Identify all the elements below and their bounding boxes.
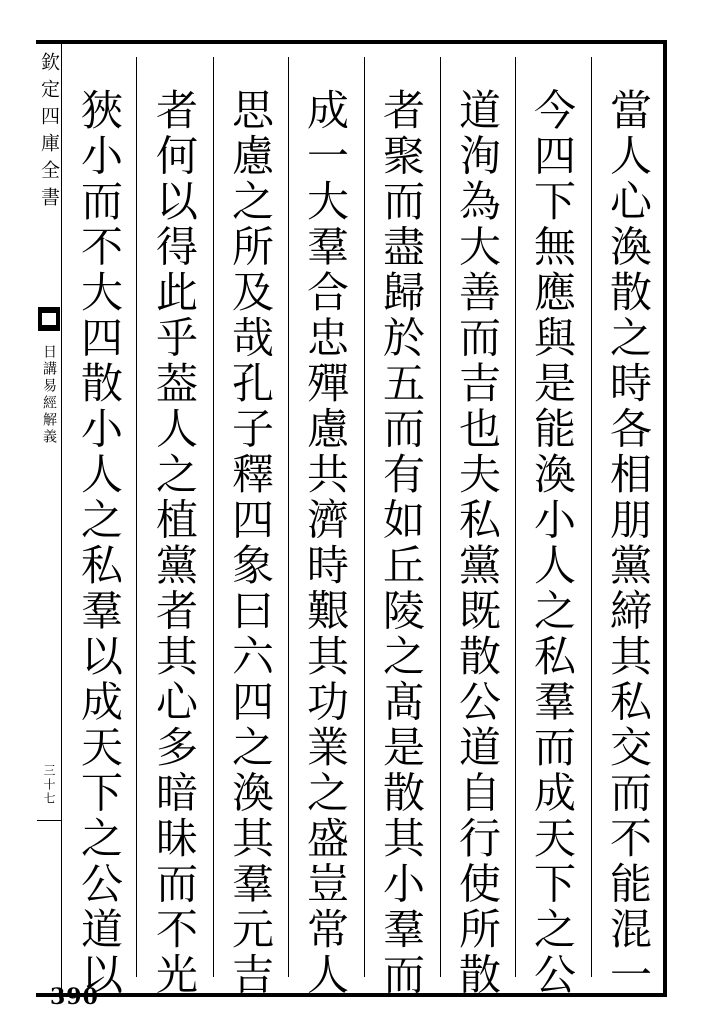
text-column-3: 道洵為大善而吉也夫私黨既散公道自行使所散	[453, 88, 502, 998]
column-divider	[440, 57, 441, 977]
text-column-5: 成一大羣合忠殫慮共濟時艱其功業之盛豈常人	[301, 88, 350, 998]
text-column-2: 今四下無應與是能渙小人之私羣而成天下之公	[528, 88, 577, 998]
text-column-6: 思慮之所及哉孔子釋四象曰六四之渙其羣元吉	[226, 88, 275, 998]
scan-page-number: 390	[50, 986, 99, 1006]
column-divider	[364, 57, 365, 977]
column-divider	[515, 57, 516, 977]
column-divider	[136, 57, 137, 977]
margin-chapter-title: 日講易經解義	[41, 344, 57, 446]
margin-book-title: 欽定四庫全書	[38, 52, 60, 214]
text-column-1: 當人心渙散之時各相朋黨締其私交而不能混一	[604, 88, 653, 998]
text-column-7: 者何以得此乎葢人之植黨者其心多暗昧而不光	[150, 88, 199, 998]
column-divider	[591, 57, 592, 977]
text-column-4: 者聚而盡歸於五而有如丘陵之髙是散其小羣而	[377, 88, 426, 998]
text-column-8: 狹小而不大四散小人之私羣以成天下之公道以	[75, 88, 124, 998]
column-divider	[288, 57, 289, 977]
column-divider	[213, 57, 214, 977]
fishtail-mark-icon	[38, 307, 60, 331]
margin-page-label: 三十七	[42, 764, 56, 806]
column-divider	[666, 57, 667, 977]
margin-page-rule	[37, 820, 61, 821]
